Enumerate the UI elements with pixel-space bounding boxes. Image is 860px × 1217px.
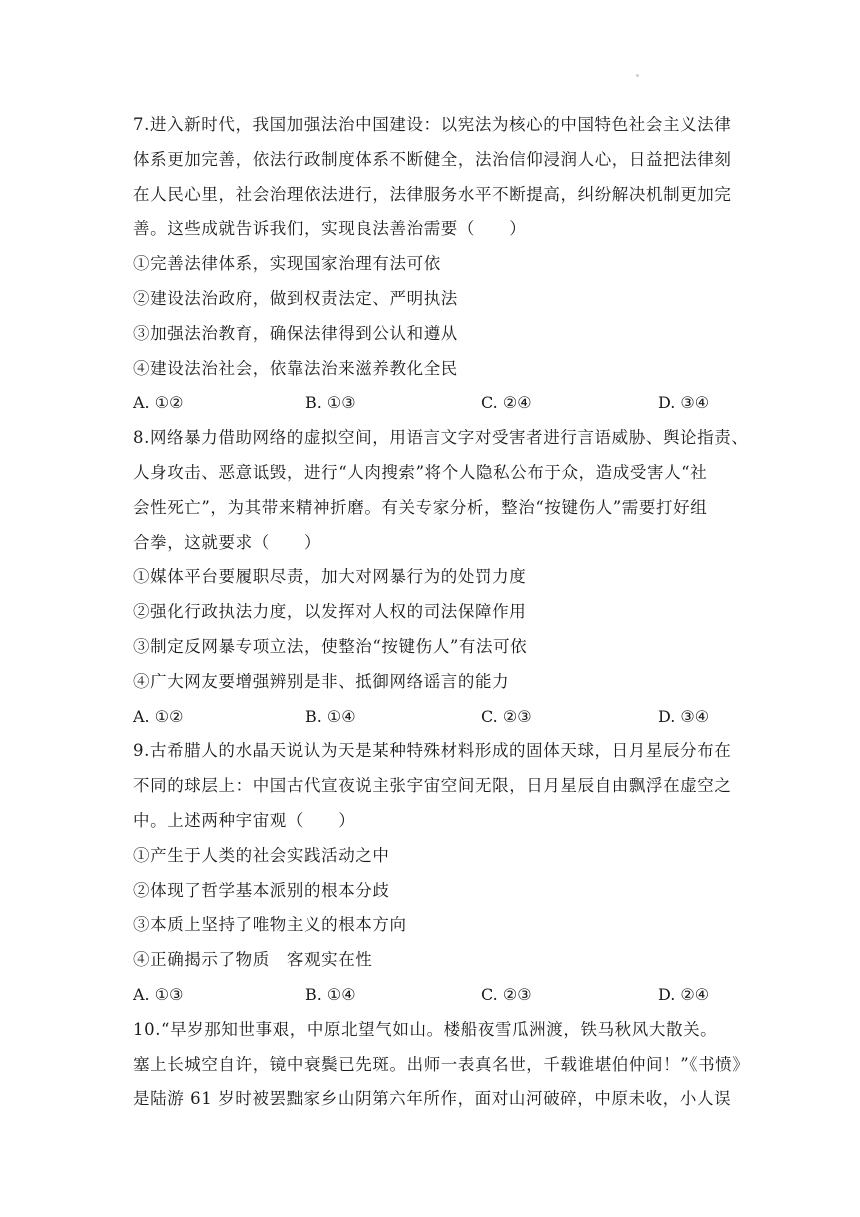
question-stem-line: 体系更加完善，依法行政制度体系不断健全，法治信仰浸润人心，日益把法律刻 [133,149,732,169]
option-c: C. ②③ [481,706,532,726]
question-stem-line: 中。上述两种宇宙观（ ） [133,810,356,830]
question-9 [133,734,753,1012]
question-10 [133,1013,753,1117]
question-stem-line: 是陆游 61 岁时被罢黜家乡山阴第六年所作，面对山河破碎，中原未收，小人误 [133,1089,732,1109]
answer-options [133,386,753,421]
statement-item: ①媒体平台要履职尽责，加大对网暴行为的处罚力度 [133,567,527,587]
scan-speck [636,74,639,77]
option-b: B. ①④ [305,984,356,1004]
question-8 [133,421,753,734]
statement-item: ②建设法治政府，做到权责法定、严明执法 [133,288,458,308]
option-a: A. ①③ [133,984,184,1004]
question-stem-line: 在人民心里，社会治理依法进行，法律服务水平不断提高，纠纷解决机制更加完 [133,184,732,204]
statement-item: ④建设法治社会，依靠法治来滋养教化全民 [133,358,458,378]
statement-item: ③制定反网暴专项立法，使整治“按键伤人”有法可依 [133,636,528,656]
answer-options [133,700,753,735]
statement-item: ③本质上坚持了唯物主义的根本方向 [133,915,407,935]
answer-options [133,978,753,1013]
option-b: B. ①④ [305,706,356,726]
question-7 [133,108,753,421]
question-stem-line: 合拳，这就要求（ ） [133,532,322,552]
question-list [133,108,753,1117]
question-stem-line: 善。这些成就告诉我们，实现良法善治需要（ ） [133,219,527,239]
option-a: A. ①② [133,706,184,726]
question-stem-line: 塞上长城空自许，镜中衰鬓已先斑。出师一表真名世，千载谁堪伯仲间！”《书愤》 [133,1054,750,1074]
option-c: C. ②③ [481,984,532,1004]
option-d: D. ③④ [658,706,710,726]
question-stem-line: 7.进入新时代，我国加强法治中国建设：以宪法为核心的中国特色社会主义法律 [133,115,732,134]
option-d: D. ②④ [658,984,710,1004]
statement-item: ④广大网友要增强辨别是非、抵御网络谣言的能力 [133,671,510,691]
option-c: C. ②④ [481,393,532,413]
option-b: B. ①③ [305,393,356,413]
statement-item: ①产生于人类的社会实践活动之中 [133,845,390,865]
statement-item: ④正确揭示了物质 客观实在性 [133,950,373,970]
statement-item: ①完善法律体系，实现国家治理有法可依 [133,254,441,274]
statement-item: ②强化行政执法力度，以发挥对人权的司法保障作用 [133,602,527,622]
statement-item: ②体现了哲学基本派别的根本分歧 [133,880,390,900]
question-stem-line: 8.网络暴力借助网络的虚拟空间，用语言文字对受害者进行言语威胁、舆论指责、 [133,428,749,448]
option-a: A. ①② [133,393,184,413]
option-d: D. ③④ [658,393,710,413]
question-stem-line: 9.古希腊人的水晶天说认为天是某种特殊材料形成的固体天球，日月星辰分布在 [133,741,732,761]
question-stem-line: 人身攻击、恶意诋毁，进行“人肉搜索”将个人隐私公布于众，造成受害人“社 [133,462,708,482]
question-stem-line: 不同的球层上：中国古代宣夜说主张宇宙空间无限，日月星辰自由飘浮在虚空之 [133,776,732,796]
question-stem-line: 10.“早岁那知世事艰，中原北望气如山。楼船夜雪瓜洲渡，铁马秋风大散关。 [133,1019,718,1039]
statement-item: ③加强法治教育，确保法律得到公认和遵从 [133,323,458,343]
question-stem-line: 会性死亡”，为其带来精神折磨。有关专家分析，整治“按键伤人”需要打好组 [133,497,708,517]
